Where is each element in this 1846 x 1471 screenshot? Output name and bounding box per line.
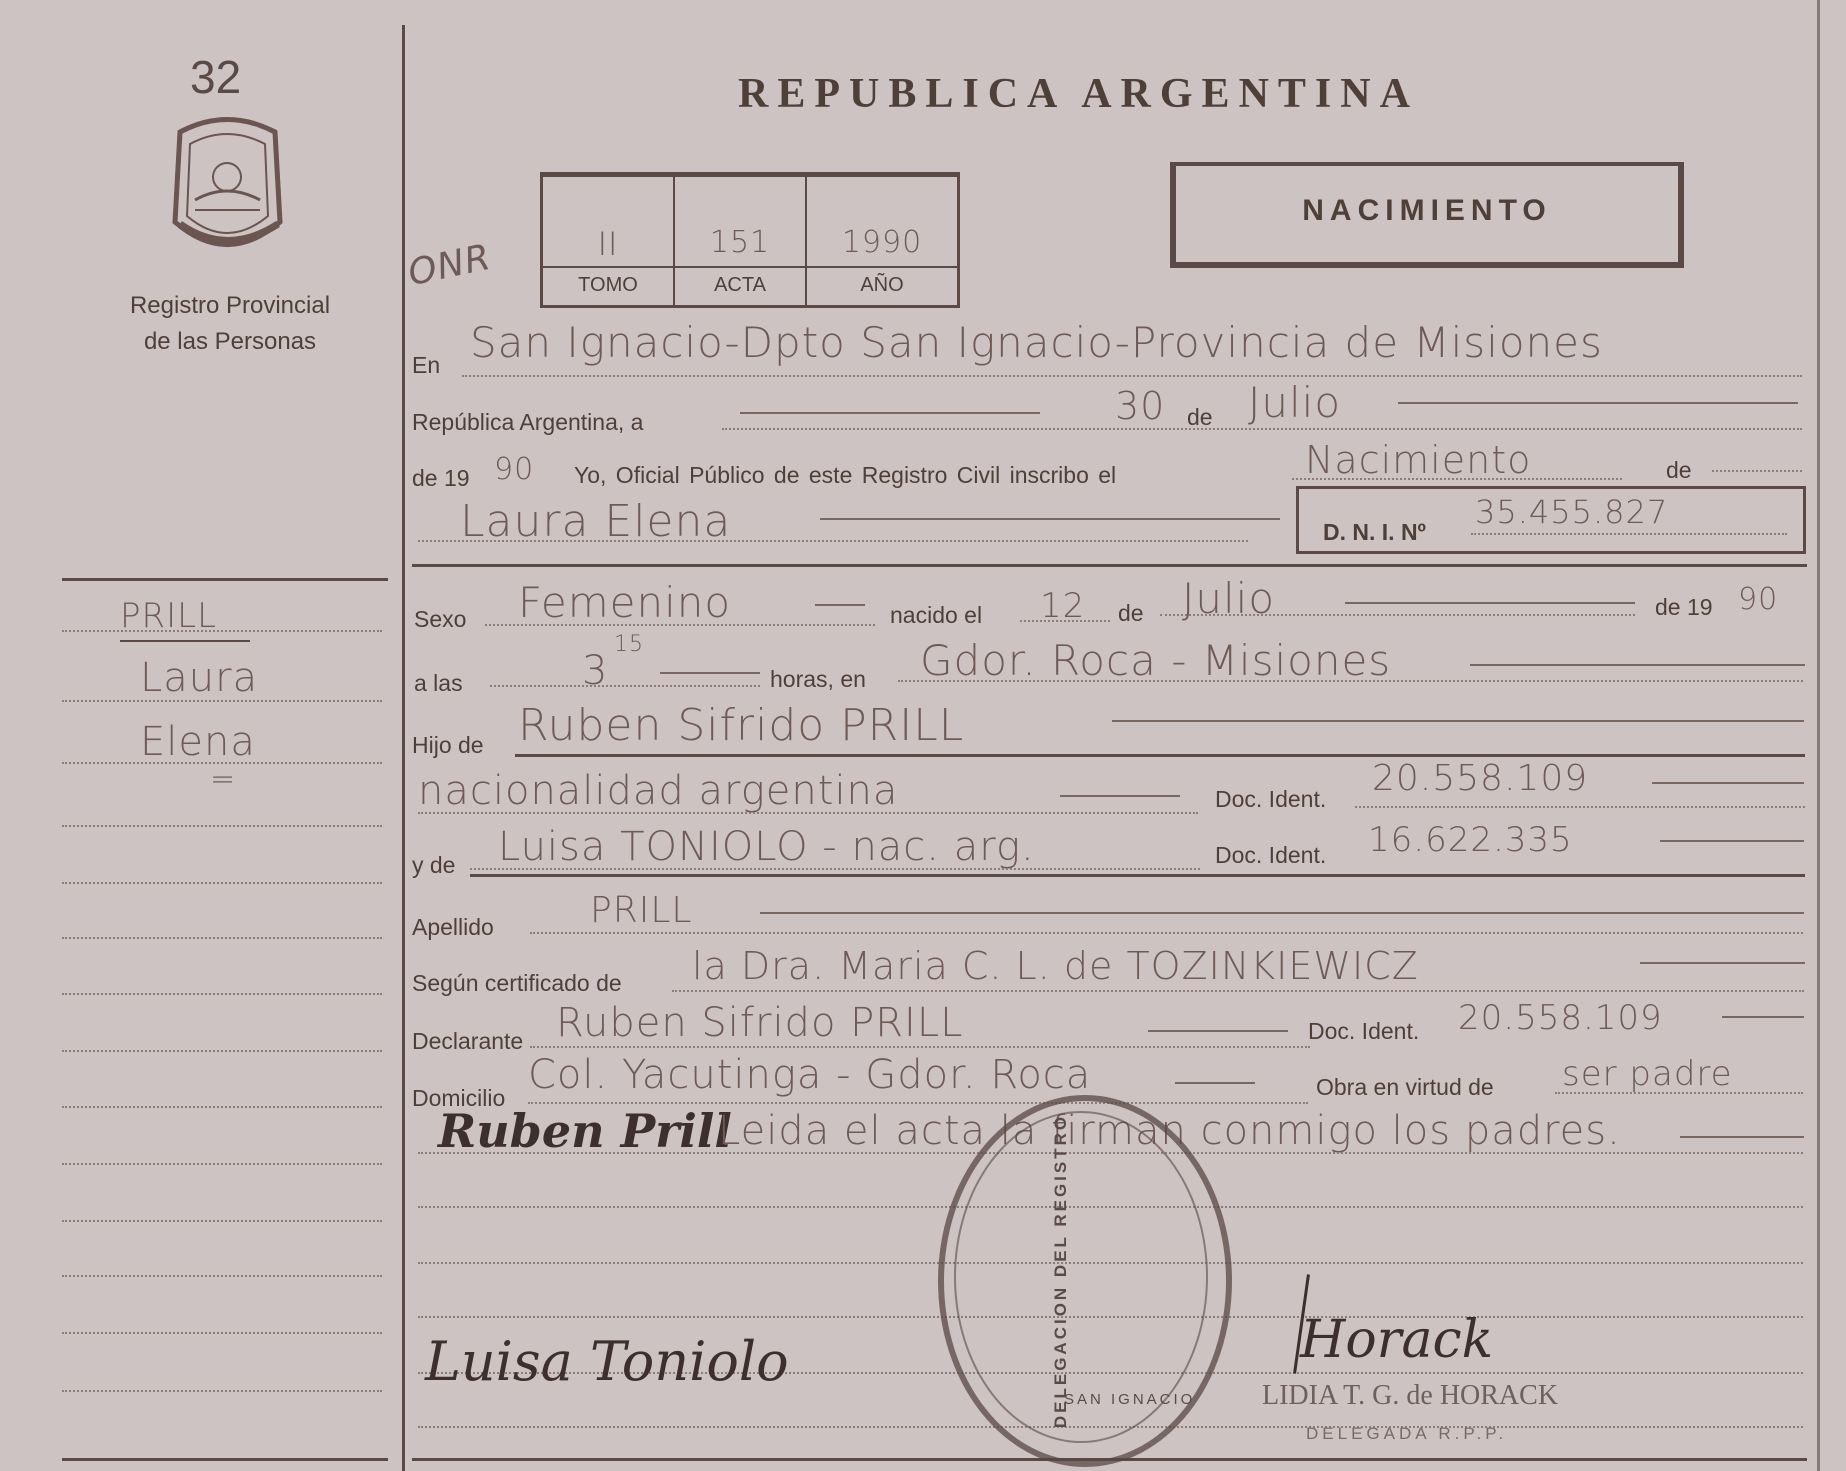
- value-madre: Luisa TONIOLO - nac. arg.: [498, 824, 1035, 870]
- label-republica: República Argentina, a: [412, 409, 644, 435]
- label-sexo: Sexo: [414, 606, 467, 632]
- stamp-text2: SAN IGNACIO: [1064, 1391, 1196, 1408]
- value-apellido: PRILL: [590, 890, 693, 931]
- margin-mark: =: [210, 762, 237, 797]
- registry-line2: de las Personas: [143, 328, 317, 355]
- provincial-seal-icon: [160, 112, 295, 262]
- value-doc-madre: 16.622.335: [1368, 820, 1573, 860]
- signature-madre: Luisa Toniolo: [425, 1330, 789, 1393]
- label-de: de: [1187, 404, 1213, 430]
- value-dia-nac: 12: [1040, 586, 1086, 626]
- margin-name2: Elena: [140, 719, 256, 765]
- label-domicilio: Domicilio: [412, 1085, 506, 1111]
- label-doc-ident-padre: Doc. Ident.: [1215, 786, 1327, 812]
- label-de19: de 19: [412, 465, 470, 491]
- label-nacido-el: nacido el: [890, 602, 983, 628]
- margin-name1: Laura: [140, 655, 259, 701]
- value-domicilio: Col. Yacutinga - Gdor. Roca: [528, 1052, 1092, 1098]
- certificate-type: NACIMIENTO: [1302, 194, 1552, 227]
- value-sexo: Femenino: [518, 578, 732, 627]
- label-declarante: Declarante: [412, 1028, 524, 1054]
- official-stamp-name: LIDIA T. G. de HORACK: [1262, 1380, 1559, 1411]
- acta-value: 151: [709, 225, 771, 260]
- dni-box: [1296, 486, 1806, 554]
- value-anio-nac-suffix: 90: [1738, 582, 1779, 617]
- value-dni: 35.455.827: [1475, 493, 1669, 531]
- label-nac-de: de: [1118, 600, 1144, 626]
- value-dia: 30: [1115, 384, 1166, 428]
- registry-stamp: [938, 1095, 1232, 1467]
- label-a-las: a las: [414, 670, 463, 696]
- label-de-year: de 19: [1655, 594, 1713, 620]
- page-title: REPUBLICA ARGENTINA: [738, 71, 1419, 117]
- margin-surname: PRILL: [120, 596, 218, 636]
- value-doc-declarante: 20.558.109: [1458, 998, 1663, 1038]
- tomo-label: TOMO: [578, 274, 638, 296]
- label-de-end: de: [1666, 457, 1692, 483]
- value-lugar-nac: Gdor. Roca - Misiones: [920, 636, 1392, 685]
- value-acto: Nacimiento: [1305, 438, 1532, 482]
- value-nacionalidad: nacionalidad argentina: [418, 768, 899, 814]
- label-obra: Obra en virtud de: [1316, 1074, 1494, 1100]
- label-doc-ident-declarante: Doc. Ident.: [1308, 1018, 1420, 1044]
- official-stamp-title: DELEGADA R.P.P.: [1306, 1424, 1508, 1443]
- ano-label: AÑO: [860, 274, 904, 296]
- value-padre: Ruben Sifrido PRILL: [518, 700, 965, 751]
- label-doc-ident-madre: Doc. Ident.: [1215, 842, 1327, 868]
- margin-initials: ONR: [404, 236, 495, 295]
- ano-value: 1990: [841, 225, 923, 260]
- stamp-text: DELEGACION DEL REGISTRO: [1051, 1113, 1071, 1429]
- value-mes-nac: Julio: [1182, 574, 1276, 623]
- label-apellido: Apellido: [412, 914, 494, 940]
- value-certificado: la Dra. Maria C. L. de TOZINKIEWICZ: [692, 944, 1419, 988]
- label-y-de: y de: [412, 852, 456, 878]
- certificate-type-box: [1170, 162, 1684, 268]
- value-nombre: Laura Elena: [460, 496, 732, 547]
- acta-label: ACTA: [714, 274, 766, 296]
- right-page-edge: [1817, 0, 1820, 1471]
- section-rule: [412, 564, 1807, 567]
- label-dni: D. N. I. Nº: [1323, 519, 1426, 545]
- tomo-value: II: [597, 225, 619, 263]
- margin-top-rule: [62, 578, 388, 581]
- value-declarante: Ruben Sifrido PRILL: [556, 1000, 964, 1046]
- value-lectura: Leida el acta la firman conmigo los padres.: [718, 1108, 1621, 1154]
- page-number: 32: [190, 51, 242, 103]
- value-hora: 3: [582, 648, 609, 694]
- registry-line1: Registro Provincial: [129, 292, 331, 319]
- value-mes: Julio: [1248, 378, 1342, 427]
- label-segun: Según certificado de: [412, 970, 622, 996]
- record-table: [540, 172, 960, 308]
- signature-padre: Ruben Prill: [438, 1104, 732, 1158]
- value-lugar: San Ignacio-Dpto San Ignacio-Provincia de Misiones: [470, 318, 1603, 367]
- value-hora-min: 15: [614, 632, 644, 657]
- value-anio-suffix: 90: [494, 452, 535, 487]
- value-virtud: ser padre: [1562, 1054, 1733, 1094]
- value-doc-padre: 20.558.109: [1372, 758, 1589, 799]
- label-hijo-de: Hijo de: [412, 732, 484, 758]
- column-divider: [402, 25, 405, 1471]
- label-yo-oficial: Yo, Oficial Público de este Registro Civil inscribo el: [574, 462, 1117, 488]
- label-horas-en: horas, en: [770, 666, 866, 692]
- label-en: En: [412, 352, 441, 378]
- signature-oficial: Horack: [1300, 1310, 1494, 1370]
